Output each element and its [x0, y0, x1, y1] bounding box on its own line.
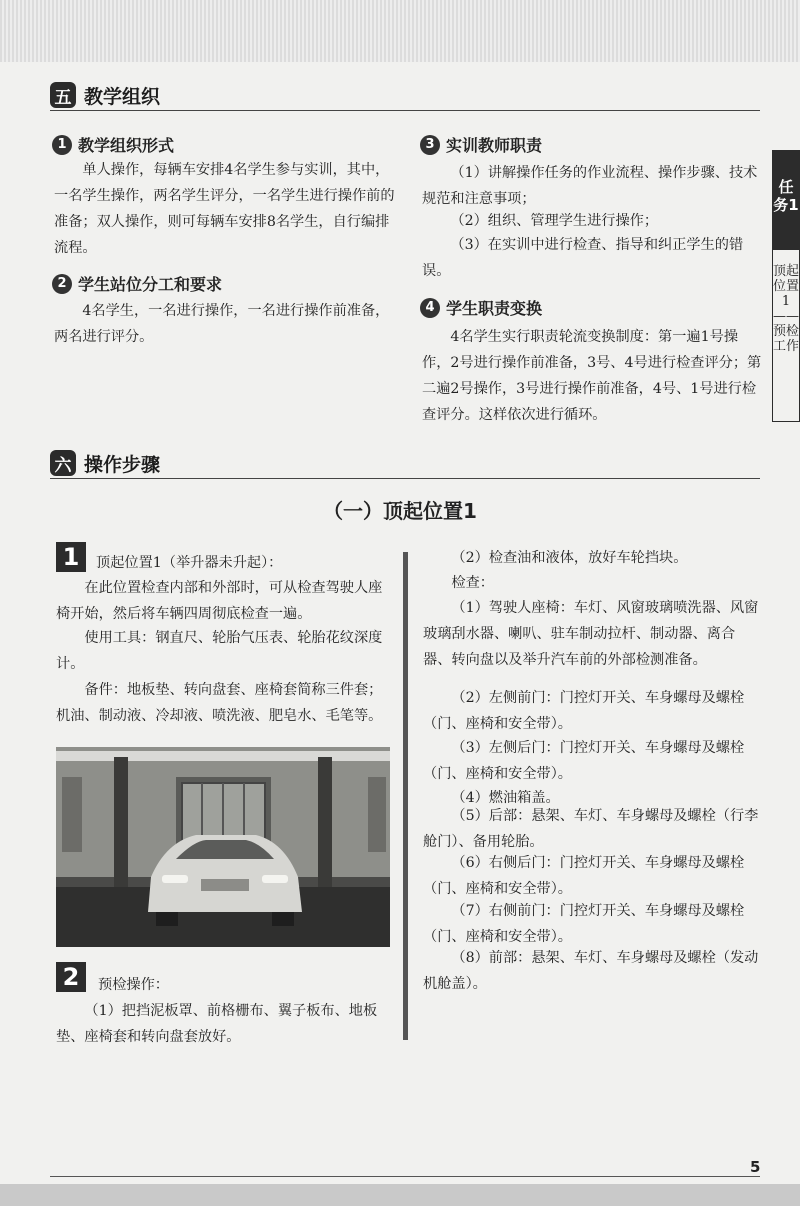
section-title: 教学组织 [84, 85, 161, 108]
side-tab-task: 任务1 [773, 178, 799, 214]
section-header-operation-steps [50, 448, 760, 479]
list-item: （7）右侧前门：门控灯开关、车身螺母及螺栓（门、座椅和安全带）。 [423, 903, 745, 945]
section-number-badge: 五 [50, 82, 76, 108]
column-divider [403, 552, 408, 1040]
list-item: （2）左侧前门：门控灯开关、车身螺母及螺栓（门、座椅和安全带）。 [423, 690, 745, 732]
subheading-number: 3 [420, 135, 440, 155]
subheading-duty-rotation [420, 296, 542, 319]
chapter-side-tab [772, 150, 800, 422]
footer-rule [50, 1176, 760, 1177]
paragraph-student-positions: 4名学生，一名进行操作，一名进行操作前准备，两名进行评分。 [54, 303, 390, 345]
subheading-title: 教学组织形式 [78, 136, 175, 155]
paragraph-teaching-form: 单人操作，每辆车安排4名学生参与实训，其中，一名学生操作，两名学生评分，一名学生进行操作前的准备；双人操作，则可每辆车安排8名学生，自行编排流程。 [54, 162, 395, 256]
subheading-number: 4 [420, 298, 440, 318]
subheading-title: 学生职责变换 [446, 299, 543, 318]
subheading-number: 1 [52, 135, 72, 155]
list-item: （1）驾驶人座椅：车灯、风窗玻璃喷洗器、风窗玻璃刮水器、喇叭、驻车制动拉杆、制动器、离合器、转向盘以及举升汽车前的外部检测准备。 [423, 600, 759, 668]
list-item: （3）左侧后门：门控灯开关、车身螺母及螺栓（门、座椅和安全带）。 [423, 740, 745, 782]
subheading-teaching-form [52, 133, 174, 156]
scan-top-strip [0, 0, 800, 62]
paragraph-step1-tools: 使用工具：钢直尺、轮胎气压表、轮胎花纹深度计。 [56, 630, 383, 672]
list-item: （8）前部：悬架、车灯、车身螺母及螺栓（发动机舱盖）。 [423, 950, 759, 992]
section-number-badge: 六 [50, 450, 76, 476]
section-title: 操作步骤 [84, 453, 161, 476]
list-item: （4）燃油箱盖。 [451, 790, 560, 806]
step-label: 顶起位置1（举升器未升起）： [96, 555, 283, 571]
step-label: 预检操作： [98, 977, 169, 993]
paragraph-step1-spares: 备件：地板垫、转向盘套、座椅套简称三件套；机油、制动液、冷却液、喷洗液、肥皂水、毛笔等。 [56, 682, 383, 724]
list-item: （6）右侧后门：门控灯开关、车身螺母及螺栓（门、座椅和安全带）。 [423, 855, 745, 897]
car-on-lift-photo [56, 747, 390, 947]
subheading-teacher-duties [420, 133, 542, 156]
subsection-title: （一）顶起位置1 [323, 499, 477, 523]
subheading-number: 2 [52, 274, 72, 294]
side-tab-title: 顶起位置1——预检工作 [773, 250, 799, 421]
paragraph-duty-rotation: 4名学生实行职责轮流变换制度：第一遍1号操作，2号进行操作前准备，3号、4号进行检查评分；第二遍2号操作，3号进行操作前准备，4号、1号进行检查评分。这样依次进行循环。 [422, 329, 762, 423]
page-number: 5 [750, 1158, 761, 1176]
paragraph-step2-prep: （1）把挡泥板罩、前格栅布、翼子板布、地板垫、座椅套和转向盘套放好。 [56, 1003, 378, 1045]
list-item: （5）后部：悬架、车灯、车身螺母及螺栓（行李舱门）、备用轮胎。 [423, 808, 759, 850]
section-header-teaching-organization [50, 80, 760, 111]
subheading-title: 学生站位分工和要求 [78, 275, 223, 294]
subheading-title: 实训教师职责 [446, 136, 543, 155]
car-on-lift-illustration [56, 747, 390, 947]
subheading-student-positions [52, 272, 222, 295]
step-number-badge: 2 [56, 962, 86, 992]
paragraph-step1-intro: 在此位置检查内部和外部时，可从检查驾驶人座椅开始，然后将车辆四周彻底检查一遍。 [56, 580, 383, 622]
list-item: （3）在实训中进行检查、指导和纠正学生的错误。 [422, 237, 744, 279]
list-item: （2）组织、管理学生进行操作； [450, 213, 659, 229]
list-item: （2）检查油和液体，放好车轮挡块。 [451, 550, 688, 566]
scan-bottom-strip [0, 1184, 800, 1206]
list-item: 检查： [451, 575, 494, 591]
list-item: （1）讲解操作任务的作业流程、操作步骤、技术规范和注意事项； [422, 165, 758, 207]
step-number-badge: 1 [56, 542, 86, 572]
